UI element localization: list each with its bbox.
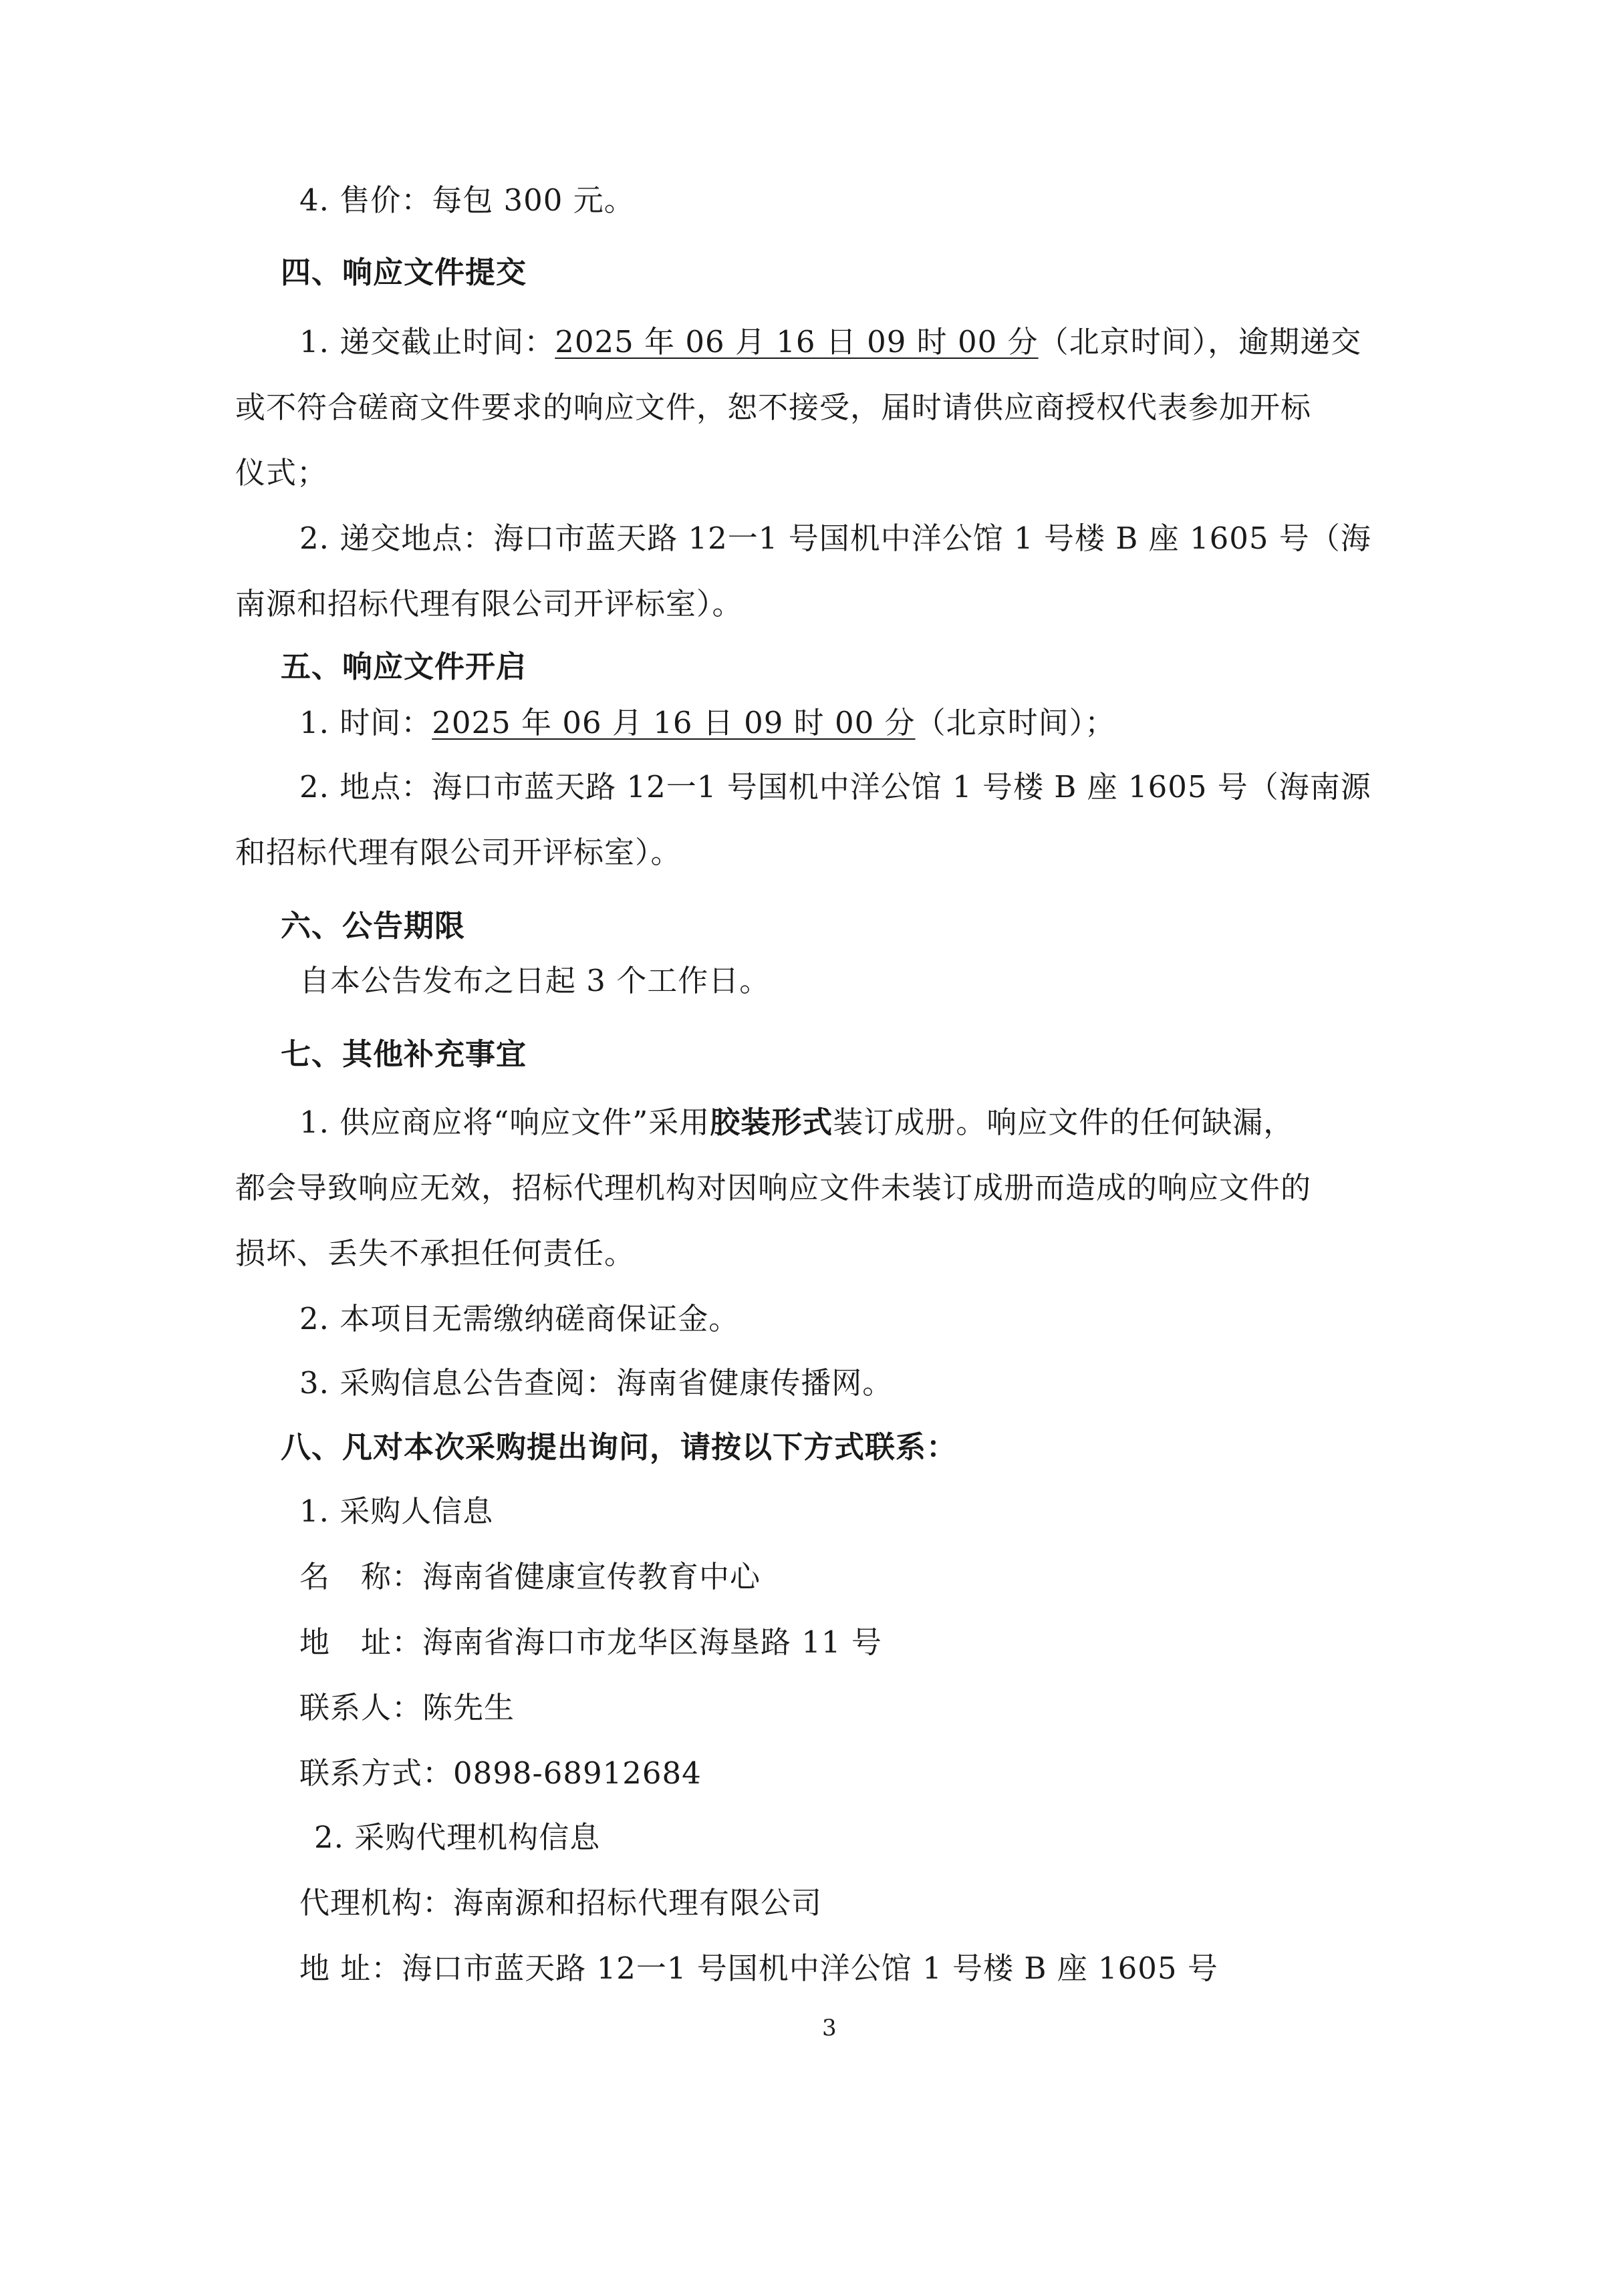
purchaser-phone: 联系方式：0898-68912684 (299, 1755, 702, 1791)
open-time-value: 2025 年 06 月 16 日 09 时 00 分 (432, 705, 916, 740)
section-7-item-2: 2. 本项目无需缴纳磋商保证金。 (299, 1301, 740, 1336)
section-4-item-1-line-3: 仪式； (235, 455, 328, 490)
section-5-item-2: 2. 地点：海口市蓝天路 12一1 号国机中洋公馆 1 号楼 B 座 1605 号（海南源 (299, 769, 1371, 805)
section-4-heading: 四、响应文件提交 (281, 255, 527, 290)
section-7-item-1-line-3: 损坏、丢失不承担任何责任。 (235, 1236, 636, 1271)
price-line: 4. 售价：每包 300 元。 (299, 182, 635, 218)
deadline-label: 1. 递交截止时间： (299, 324, 555, 360)
section-5-heading: 五、响应文件开启 (281, 649, 527, 684)
section-7-heading: 七、其他补充事宜 (281, 1036, 527, 1072)
section-6-heading: 六、公告期限 (281, 908, 466, 944)
page-number: 3 (822, 2015, 837, 2041)
section-6-line: 自本公告发布之日起 3 个工作日。 (299, 963, 771, 998)
agency-info-title: 2. 采购代理机构信息 (314, 1820, 601, 1855)
open-time-suffix: （北京时间）； (915, 705, 1116, 740)
deadline-suffix: （北京时间），逾期递交 (1038, 324, 1362, 360)
section-7-item-1 (299, 1103, 1294, 1143)
purchaser-contact: 联系人：陈先生 (299, 1690, 515, 1725)
section-5-item-2-line-2: 和招标代理有限公司开评标室）。 (235, 835, 682, 870)
purchaser-info-title: 1. 采购人信息 (299, 1493, 494, 1529)
purchaser-address: 地 址：海南省海口市龙华区海垦路 11 号 (299, 1624, 882, 1660)
section-7-item-1-line-2: 都会导致响应无效，招标代理机构对因响应文件未装订成册而造成的响应文件的 (235, 1170, 1312, 1205)
agency-address: 地 址：海口市蓝天路 12一1 号国机中洋公馆 1 号楼 B 座 1605 号 (299, 1951, 1218, 1986)
section-7-item-3: 3. 采购信息公告查阅：海南省健康传播网。 (299, 1365, 894, 1401)
section-8-heading: 八、凡对本次采购提出询问，请按以下方式联系： (281, 1429, 958, 1465)
binding-text-suffix: 装订成册。响应文件的任何缺漏， (833, 1105, 1295, 1140)
open-time-label: 1. 时间： (299, 705, 432, 740)
agency-name: 代理机构：海南源和招标代理有限公司 (299, 1885, 823, 1920)
purchaser-name: 名 称：海南省健康宣传教育中心 (299, 1559, 761, 1594)
section-4-item-1-line-2: 或不符合磋商文件要求的响应文件，恕不接受，届时请供应商授权代表参加开标 (235, 390, 1312, 425)
section-4-item-2: 2. 递交地点：海口市蓝天路 12一1 号国机中洋公馆 1 号楼 B 座 1605 号（海 (299, 521, 1371, 556)
binding-text-prefix: 1. 供应商应将“响应文件”采用 (299, 1105, 710, 1140)
section-4-item-2-line-2: 南源和招标代理有限公司开评标室）。 (235, 586, 743, 621)
deadline-value: 2025 年 06 月 16 日 09 时 00 分 (555, 324, 1039, 360)
binding-form: 胶装形式 (710, 1105, 833, 1140)
section-4-item-1 (299, 322, 1361, 362)
section-5-item-1 (299, 703, 1115, 743)
